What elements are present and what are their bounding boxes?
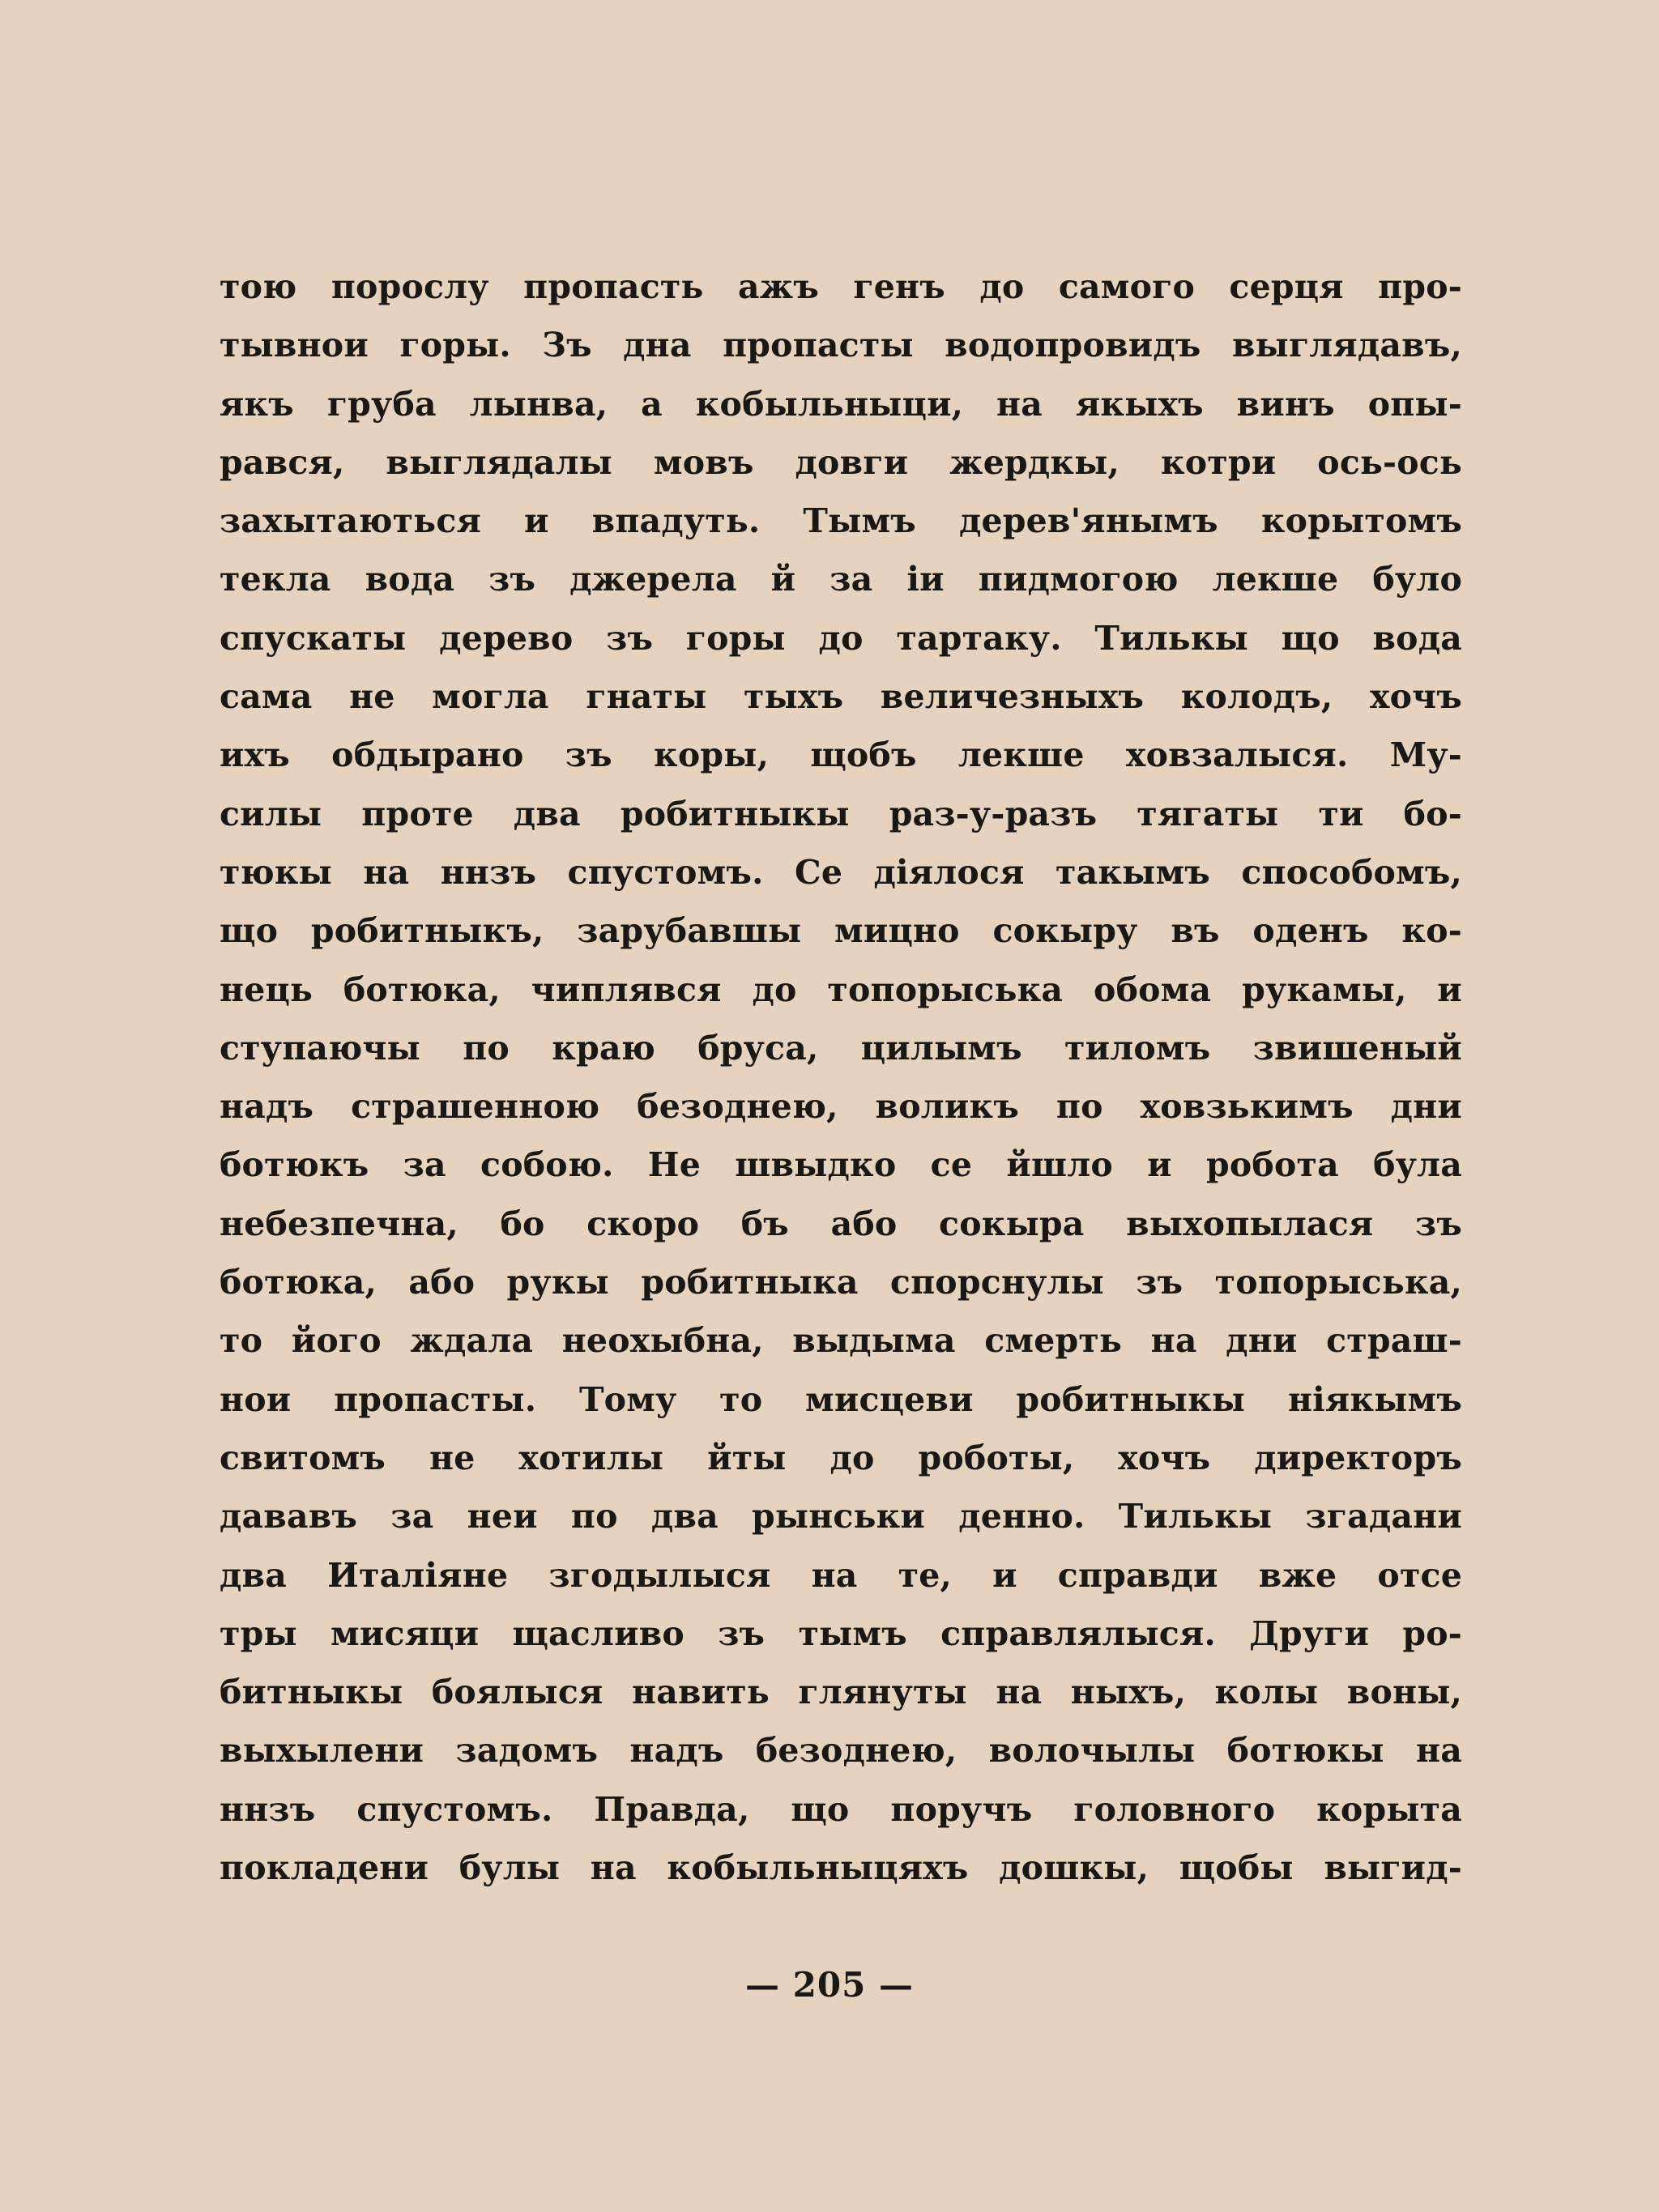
text-line: текла вода зъ джерела й за іи пидмогою лекше було <box>220 560 1462 599</box>
page-number: — 205 — <box>745 1965 914 2005</box>
body-text <box>220 258 1462 1897</box>
text-line: тюкы на ннзъ спустомъ. Се діялося такымъ способомъ, <box>220 852 1462 892</box>
text-line: якъ груба лынва, а кобыльныци, на якыхъ винъ опы- <box>220 384 1462 424</box>
text-line: ннзъ спустомъ. Правда, що поручъ головного корыта <box>220 1789 1462 1829</box>
text-line: покладени булы на кобыльныцяхъ дошкы, щобы выгид- <box>220 1848 1462 1888</box>
text-line: небезпечна, бо скоро бъ або сокыра выхопылася зъ <box>220 1204 1462 1243</box>
text-line: ботюка, або рукы робитныка спорснулы зъ топорыська, <box>220 1263 1462 1302</box>
text-line: сама не могла гнаты тыхъ величезныхъ колодъ, хочъ <box>220 677 1462 717</box>
text-line: що робитныкъ, зарубавшы мицно сокыру въ оденъ ко- <box>220 911 1462 951</box>
text-line: битныкы боялыся навить глянуты на ныхъ, колы воны, <box>220 1673 1462 1712</box>
text-line: дававъ за неи по два рынськи денно. Тилькы згадани <box>220 1497 1462 1536</box>
text-line: выхылени задомъ надъ безоднею, волочылы ботюкы на <box>220 1731 1462 1771</box>
text-line: ихъ обдырано зъ коры, щобъ лекше ховзалыся. Му- <box>220 735 1462 775</box>
text-line: силы проте два робитныкы раз-у-разъ тягаты ти бо- <box>220 794 1462 833</box>
text-line: нець ботюка, чиплявся до топорыська обома рукамы, и <box>220 970 1462 1009</box>
text-line: то його ждала неохыбна, выдыма смерть на дни страш- <box>220 1321 1462 1361</box>
text-line: спускаты дерево зъ горы до тартаку. Тилькы що вода <box>220 618 1462 658</box>
text-line: тры мисяци щасливо зъ тымъ справлялыся. Други ро- <box>220 1613 1462 1653</box>
text-line: нои пропасты. Тому то мисцеви робитныкы ніякымъ <box>220 1379 1462 1419</box>
text-line: захытаються и впадуть. Тымъ дерев'янымъ корытомъ <box>220 501 1462 541</box>
text-line: тывнои горы. Зъ дна пропасты водопровидъ выглядавъ, <box>220 326 1462 365</box>
text-line: ступаючы по краю бруса, цилымъ тиломъ звишеный <box>220 1028 1462 1068</box>
text-line: два Италіяне згодылыся на те, и справди вже отсе <box>220 1555 1462 1595</box>
text-line: свитомъ не хотилы йты до роботы, хочъ директоръ <box>220 1438 1462 1477</box>
text-line: рався, выглядалы мовъ довги жердкы, котри ось-ось <box>220 442 1462 482</box>
text-line: тою порослу пропасть ажъ генъ до самого серця про- <box>220 267 1462 306</box>
text-line: надъ страшенною безоднею, воликъ по ховзькимъ дни <box>220 1087 1462 1127</box>
text-line: ботюкъ за собою. Не швыдко се йшло и робота була <box>220 1145 1462 1185</box>
